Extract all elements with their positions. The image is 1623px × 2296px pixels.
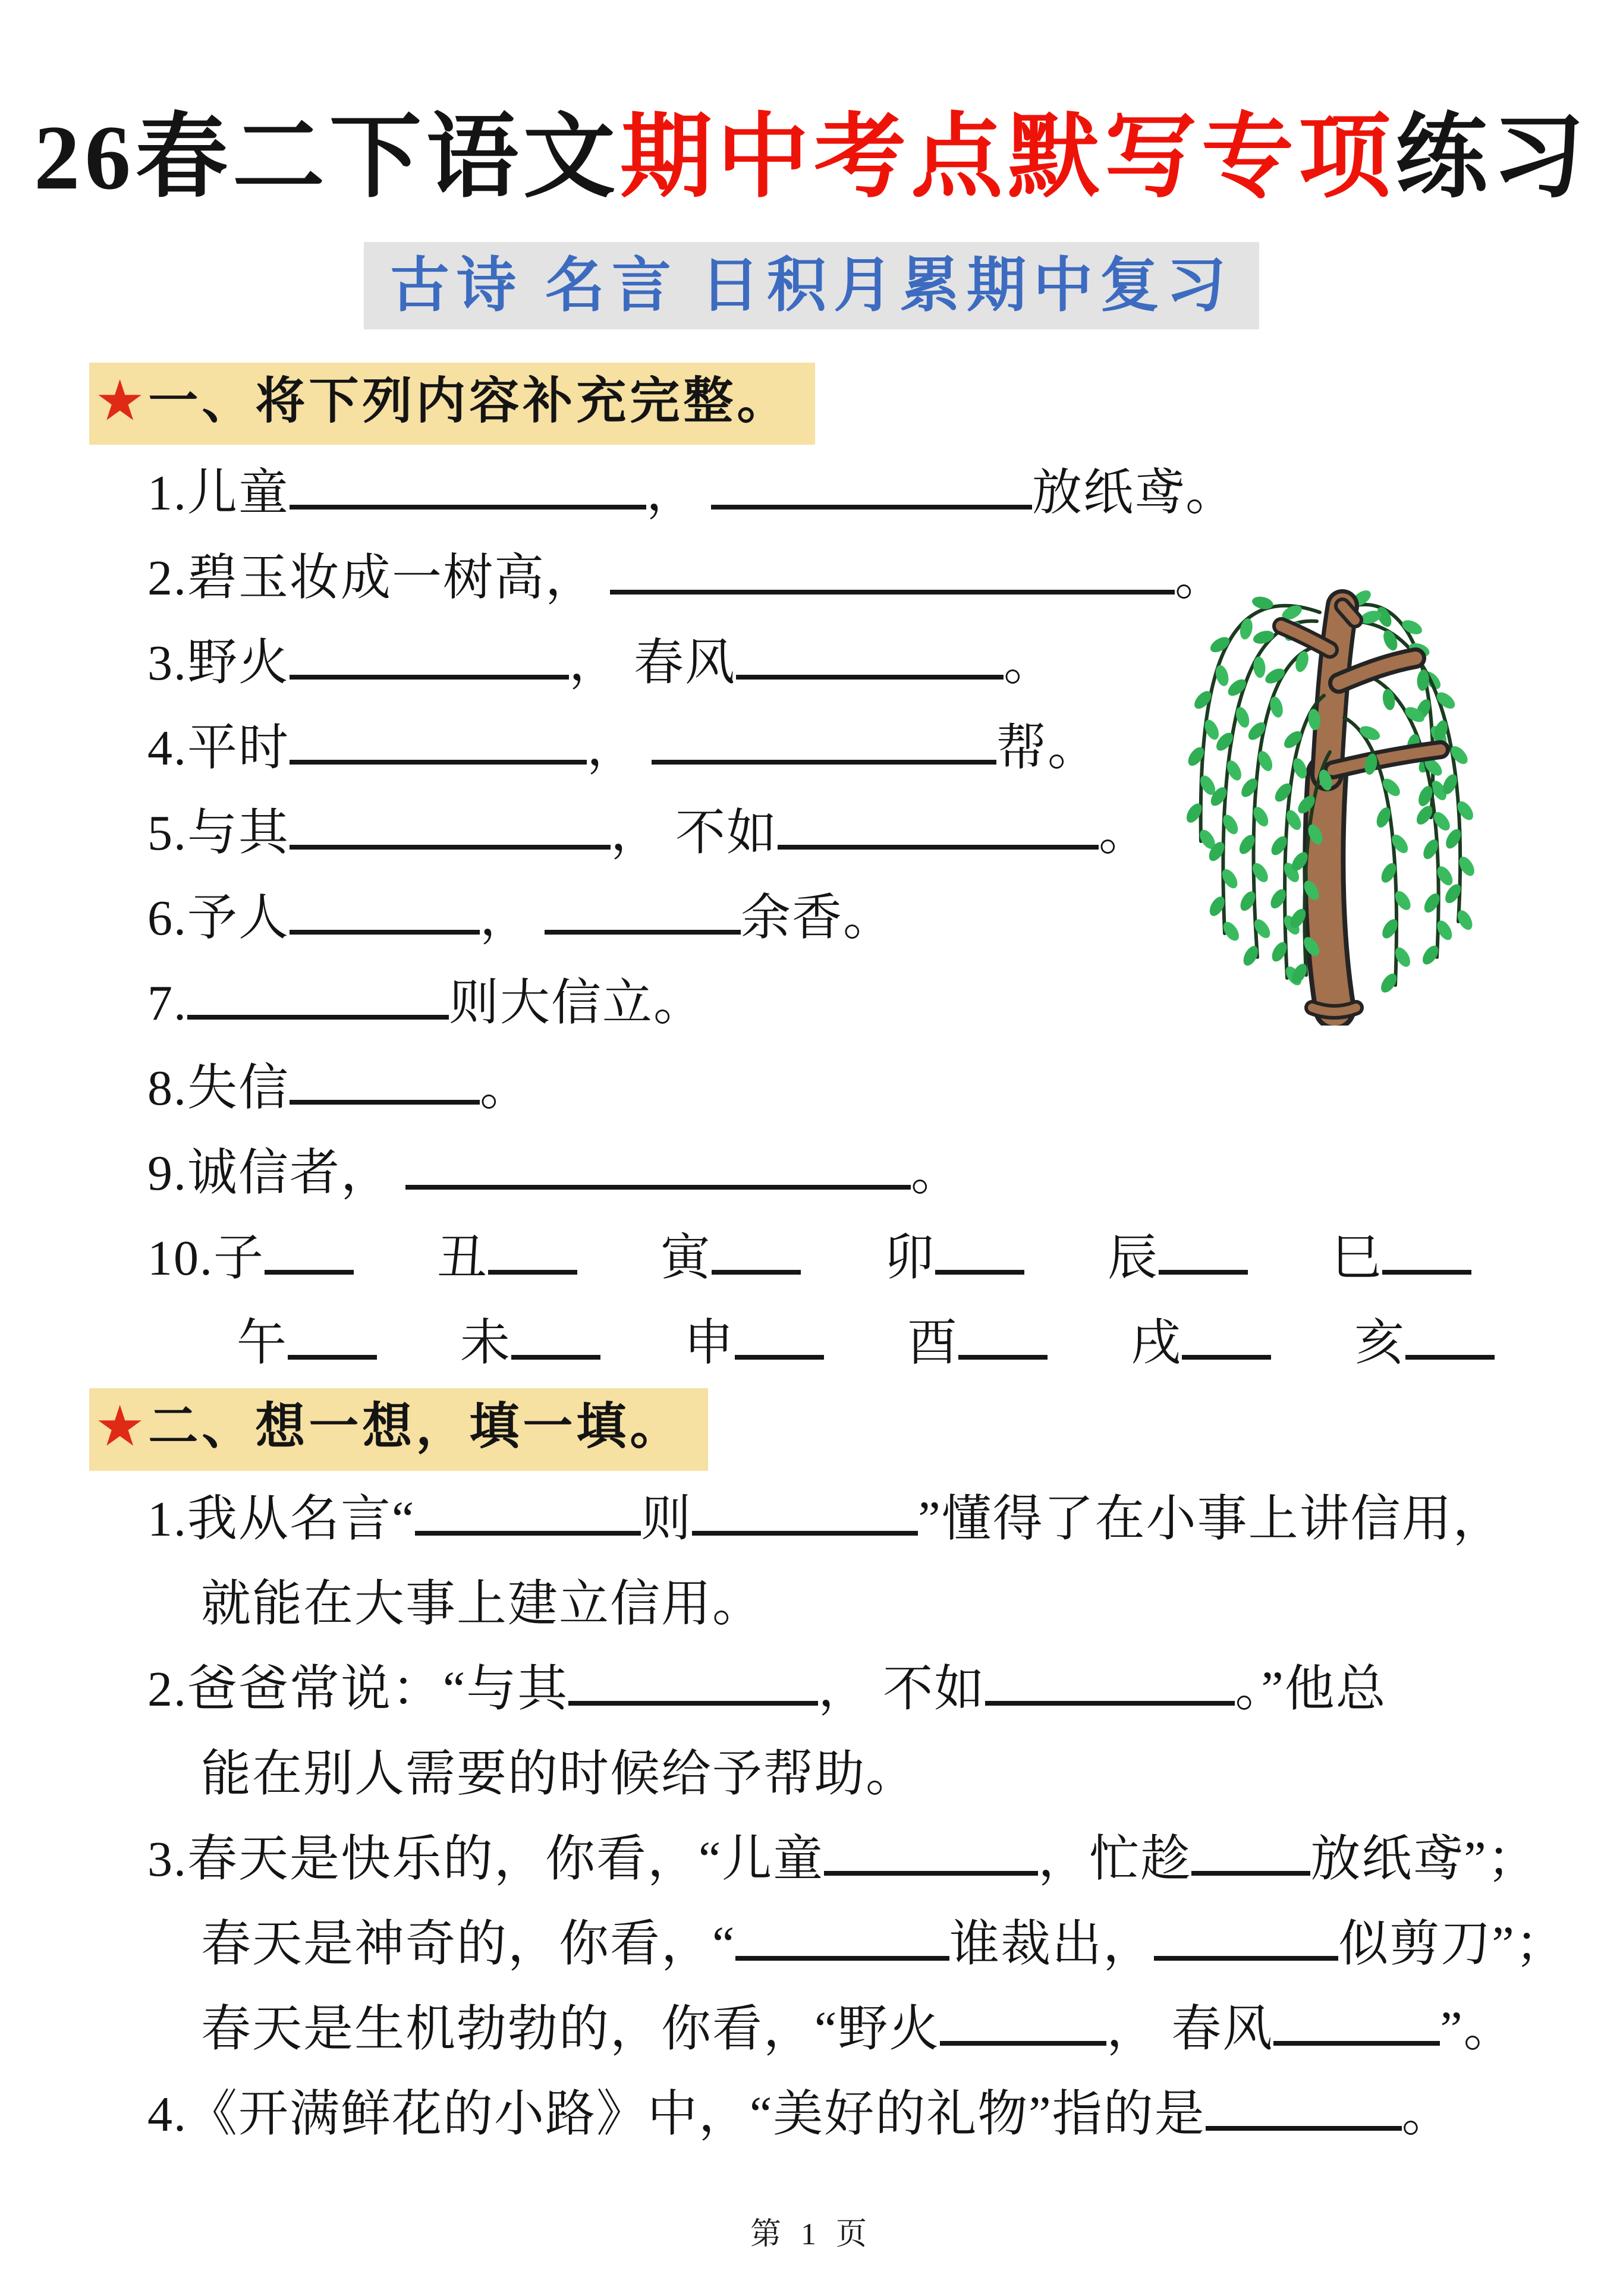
blank-underline[interactable]	[187, 980, 449, 1020]
worksheet-text: 7.	[147, 976, 187, 1031]
blank-underline[interactable]	[958, 1320, 1048, 1360]
blank-underline[interactable]	[735, 1921, 949, 1961]
column-gap	[1248, 1270, 1331, 1275]
worksheet-text: 。	[1175, 551, 1226, 606]
section-1-item-7-line-1	[147, 961, 1587, 1046]
section-1-item-2-line-1	[147, 536, 1587, 621]
blank-underline[interactable]	[940, 2006, 1106, 2046]
section-1-heading: 一、将下列内容补充完整。	[148, 373, 791, 429]
worksheet-text: 卯	[884, 1231, 936, 1287]
section-2-item-2-line-1	[147, 1647, 1587, 1732]
blank-underline[interactable]	[692, 1496, 918, 1536]
blank-underline[interactable]	[712, 1235, 801, 1275]
blank-underline[interactable]	[736, 640, 1004, 680]
worksheet-text: 则	[641, 1492, 693, 1548]
page-title	[24, 98, 1599, 218]
blank-underline[interactable]	[290, 470, 646, 509]
blank-underline[interactable]	[290, 1065, 480, 1105]
worksheet-text: 就能在大事上建立信用。	[201, 1577, 764, 1633]
subtitle-row	[0, 242, 1623, 329]
worksheet-text: 4.平时	[147, 721, 290, 776]
blank-underline[interactable]	[824, 1836, 1038, 1876]
worksheet-text: 未	[460, 1316, 512, 1372]
blank-underline[interactable]	[290, 725, 587, 765]
blank-underline[interactable]	[1154, 1921, 1338, 1961]
section-2-item-4-line-1	[147, 2072, 1587, 2157]
worksheet-text: 酉	[907, 1316, 959, 1372]
worksheet-text: 8.失信	[147, 1061, 290, 1116]
subtitle-banner: 古诗 名言 日积月累期中复习	[364, 242, 1259, 329]
worksheet-text: ， 不如	[818, 1662, 986, 1718]
blank-underline[interactable]	[488, 1235, 577, 1275]
worksheet-text: ，	[646, 466, 712, 521]
page-number: 第 1 页	[750, 2218, 873, 2251]
worksheet-text: 则大信立。	[449, 976, 705, 1031]
worksheet-text: 亥	[1354, 1316, 1406, 1372]
worksheet-text: ，	[480, 891, 545, 946]
worksheet-text: 。	[1004, 636, 1055, 691]
worksheet-text: 谁裁出，	[949, 1917, 1155, 1973]
worksheet-text: 4.《开满鲜花的小路》中，“美好的礼物”指的是	[147, 2087, 1206, 2143]
section-1-item-6-line-1	[147, 876, 1587, 961]
blank-underline[interactable]	[290, 810, 611, 850]
worksheet-text: ，忙趁	[1038, 1832, 1192, 1888]
section-2-item-2-line-2	[147, 1732, 1587, 1817]
column-gap	[824, 1355, 907, 1360]
worksheet-text: 春天是神奇的，你看，“	[201, 1917, 736, 1973]
blank-underline[interactable]	[935, 1235, 1024, 1275]
worksheet-text: ，	[587, 721, 652, 776]
blank-underline[interactable]	[1191, 1836, 1310, 1876]
worksheet-text: 6.予人	[147, 891, 290, 946]
worksheet-text: ， 不如	[611, 806, 778, 861]
worksheet-text: 巳	[1331, 1231, 1383, 1287]
worksheet-text: 帮。	[996, 721, 1099, 776]
section-2-header	[89, 1388, 708, 1471]
blank-underline[interactable]	[1159, 1235, 1248, 1275]
worksheet-text: 能在别人需要的时候给予帮助。	[201, 1747, 917, 1803]
blank-underline[interactable]	[568, 1666, 818, 1706]
blank-underline[interactable]	[290, 640, 569, 680]
worksheet-text: 1.我从名言“	[147, 1492, 416, 1548]
blank-underline[interactable]	[1182, 1320, 1271, 1360]
worksheet-text: 。”他总	[1235, 1662, 1387, 1718]
worksheet-text: 。	[1099, 806, 1150, 861]
blank-underline[interactable]	[985, 1666, 1235, 1706]
worksheet-text: 放纸鸢”；	[1310, 1832, 1539, 1888]
worksheet-text: 丑	[437, 1231, 489, 1287]
title-part-accent: 期中考点默写专项	[620, 106, 1395, 209]
column-gap	[354, 1270, 437, 1275]
column-gap	[377, 1355, 460, 1360]
worksheet-text: 辰	[1108, 1231, 1159, 1287]
worksheet-text: 寅	[660, 1231, 712, 1287]
worksheet-text: 午	[237, 1316, 288, 1372]
worksheet-text: 3.野火	[147, 636, 290, 691]
section-2-item-1-line-2	[147, 1562, 1587, 1647]
worksheet-text: 2.爸爸常说：“与其	[147, 1662, 569, 1718]
column-gap	[801, 1270, 884, 1275]
section-2-item-1-line-1	[147, 1477, 1587, 1562]
blank-underline[interactable]	[415, 1496, 641, 1536]
worksheet-text: 3.春天是快乐的，你看，“儿童	[147, 1832, 825, 1888]
worksheet-text: 。	[911, 1146, 963, 1202]
star-icon: ★	[97, 373, 143, 429]
worksheet-text: ”懂得了在小事上讲信用，	[918, 1492, 1504, 1548]
column-gap	[1048, 1355, 1131, 1360]
section-2-item-3-line-2	[147, 1902, 1587, 1987]
section-1-item-10-line-1	[147, 1216, 1587, 1301]
worksheet-text: 。	[1401, 2087, 1453, 2143]
section-2-item-3-line-3	[147, 1987, 1587, 2072]
worksheet-text: 申	[684, 1316, 735, 1372]
column-gap	[577, 1270, 660, 1275]
title-part-left: 26春二下语文	[34, 106, 620, 209]
blank-underline[interactable]	[405, 1150, 911, 1190]
blank-underline[interactable]	[711, 470, 1032, 509]
worksheet-text: ， 春风	[569, 636, 737, 691]
blank-underline[interactable]	[778, 810, 1099, 850]
column-gap	[1271, 1355, 1354, 1360]
blank-underline[interactable]	[652, 725, 996, 765]
section-2-item-3-line-1	[147, 1817, 1587, 1902]
section-1-item-1-line-1	[147, 451, 1587, 536]
section-1-item-5-line-1	[147, 791, 1587, 876]
worksheet-text: 似剪刀”；	[1338, 1917, 1567, 1973]
section-1-item-3-line-1	[147, 621, 1587, 706]
blank-underline[interactable]	[735, 1320, 824, 1360]
blank-underline[interactable]	[265, 1235, 354, 1275]
section-1-item-10-line-2	[147, 1301, 1587, 1386]
worksheet-text: 2.碧玉妆成一树高，	[147, 551, 611, 606]
worksheet-text: 。	[480, 1061, 531, 1116]
worksheet-text: 余香。	[741, 891, 895, 946]
column-gap	[600, 1355, 684, 1360]
blank-underline[interactable]	[1382, 1235, 1471, 1275]
sections	[0, 363, 1623, 2157]
section-2-heading: 二、想一想，填一填。	[148, 1399, 684, 1455]
worksheet-text: ， 春风	[1106, 2002, 1274, 2058]
title-part-right: 练习	[1395, 106, 1589, 209]
section-1-header	[89, 363, 815, 445]
worksheet-text: 戌	[1131, 1316, 1182, 1372]
blank-underline[interactable]	[1206, 2091, 1402, 2131]
blank-underline[interactable]	[511, 1320, 600, 1360]
blank-underline[interactable]	[1405, 1320, 1495, 1360]
section-1-item-9-line-1	[147, 1131, 1587, 1216]
worksheet-text: 9.诚信者，	[147, 1146, 406, 1202]
blank-underline[interactable]	[610, 555, 1175, 595]
blank-underline[interactable]	[290, 895, 480, 935]
blank-underline[interactable]	[545, 895, 741, 935]
worksheet-text: 春天是生机勃勃的，你看，“野火	[201, 2002, 941, 2058]
worksheet-text: 1.儿童	[147, 466, 290, 521]
worksheet-text: 放纸鸢。	[1032, 466, 1237, 521]
star-icon: ★	[97, 1399, 143, 1455]
worksheet-text: 5.与其	[147, 806, 290, 861]
blank-underline[interactable]	[1273, 2006, 1440, 2046]
blank-underline[interactable]	[288, 1320, 377, 1360]
worksheet-text: 10.子	[147, 1231, 265, 1287]
column-gap	[1024, 1270, 1108, 1275]
section-1-item-4-line-1	[147, 706, 1587, 791]
worksheet-text: ”。	[1440, 2002, 1515, 2058]
section-1-item-8-line-1	[147, 1046, 1587, 1131]
